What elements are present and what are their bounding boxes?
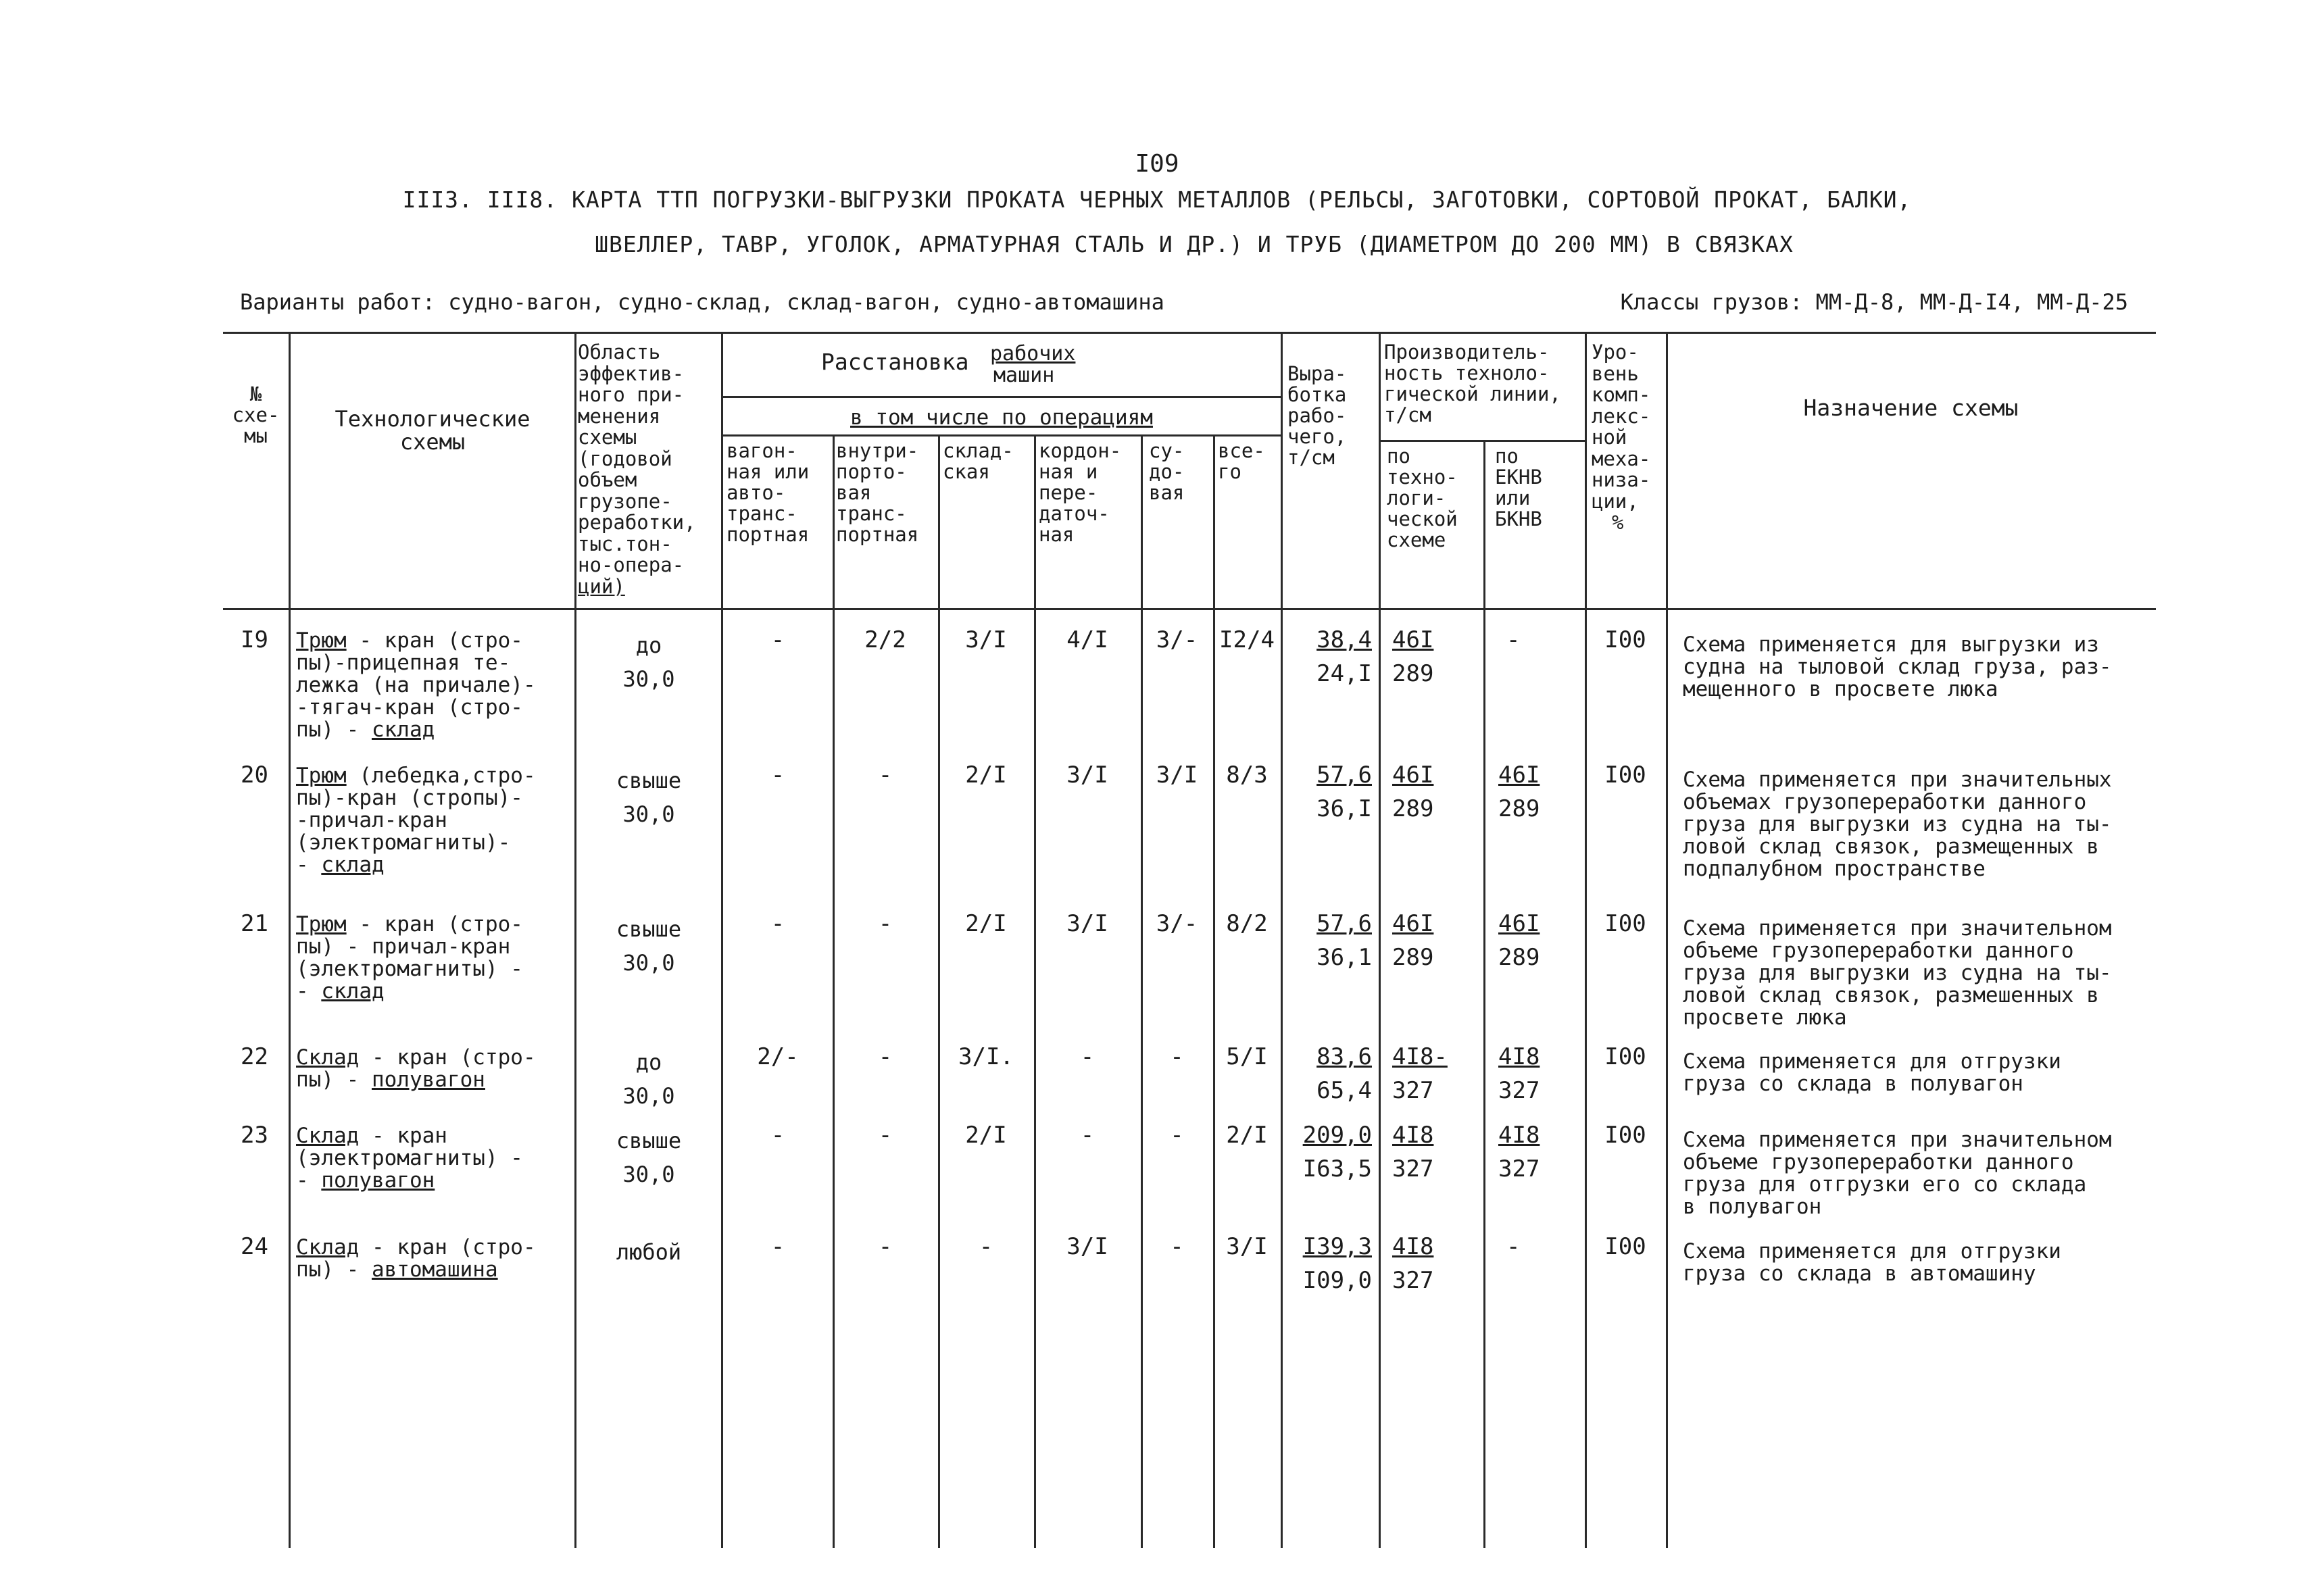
- scheme-purpose-line: судна на тыловой склад груза, раз-: [1683, 655, 2112, 679]
- tech-scheme-line: Склад - кран: [296, 1124, 447, 1148]
- productivity-by-eknv: [1498, 628, 1573, 651]
- productivity-bottom: 289: [1392, 795, 1434, 822]
- tech-scheme-line: пы) - автомашина: [296, 1257, 498, 1282]
- application-area: [578, 1235, 720, 1269]
- scheme-purpose: [1683, 918, 2156, 1029]
- tech-scheme: [296, 1237, 574, 1281]
- application-area-line: свыше: [616, 916, 682, 942]
- worker-output: [1281, 912, 1372, 969]
- tech-scheme-line: пы) - склад: [296, 718, 435, 742]
- header-inner-port: внутри- порто- вая транс- портная: [836, 439, 919, 546]
- machines-cordon: 4/I: [1066, 626, 1108, 653]
- scheme-purpose-line: груза для выгрузки из судна на ты-: [1683, 812, 2112, 837]
- tech-scheme-line: -тягач-кран (стро-: [296, 695, 523, 720]
- scheme-purpose: [1683, 1129, 2156, 1218]
- machines-total: 8/2: [1226, 910, 1268, 937]
- tech-scheme-line: пы) - причал-кран: [296, 934, 511, 959]
- tech-scheme-line: (электромагниты) -: [296, 957, 523, 981]
- productivity-by-eknv: [1498, 1124, 1573, 1180]
- mechanization-level: I00: [1604, 1122, 1646, 1149]
- machines-ship: -: [1170, 1043, 1184, 1070]
- eknv-top: 4I8: [1498, 1122, 1540, 1149]
- tech-scheme: [296, 1125, 574, 1192]
- worker-output-top: 209,0: [1302, 1122, 1372, 1149]
- scheme-number: 24: [241, 1233, 268, 1260]
- machines-wagon: -: [770, 910, 785, 937]
- machines-ship: 3/-: [1156, 626, 1198, 653]
- tech-scheme-line: лежка (на причале)-: [296, 673, 536, 697]
- header-warehouse: склад- ская: [943, 439, 1014, 483]
- machines-inner: -: [878, 1043, 893, 1070]
- machines-wagon: -: [770, 762, 785, 789]
- worker-output-top: 38,4: [1316, 626, 1372, 653]
- eknv-bottom: 289: [1498, 795, 1540, 822]
- productivity-by-eknv: [1498, 1235, 1573, 1258]
- application-area-line: 30,0: [622, 801, 675, 827]
- productivity-by-scheme: [1392, 1235, 1467, 1292]
- application-area: [578, 1124, 720, 1191]
- machines-wagon: -: [770, 1233, 785, 1260]
- header-application-area: Область эффектив- ного при- менения схемы (годовой объем грузопе- реработки, тыс.тон- но-опера- ций): [578, 341, 696, 598]
- scheme-purpose-line: Схема применяется при значительном: [1683, 916, 2112, 941]
- productivity-bottom: 289: [1392, 660, 1434, 687]
- title-line-1: III3. III8. КАРТА ТТП ПОГРУЗКИ-ВЫГРУЗКИ ПРОКАТА ЧЕРНЫХ МЕТАЛЛОВ (РЕЛЬСЫ, ЗАГОТОВКИ, СОРТОВОЙ ПРОКАТ, БАЛКИ,: [402, 186, 1912, 213]
- header-placement-workers: рабочих: [990, 342, 1076, 366]
- tech-scheme-line: (электромагниты)-: [296, 830, 511, 855]
- machines-ship: 3/I: [1156, 762, 1198, 789]
- worker-output-bottom: 36,1: [1316, 944, 1372, 971]
- header-cordon: кордон- ная и пере- даточ- ная: [1039, 439, 1122, 546]
- productivity-bottom: 327: [1392, 1267, 1434, 1294]
- scheme-purpose-line: подпалубном пространстве: [1683, 857, 1986, 881]
- mechanization-level: I00: [1604, 910, 1646, 937]
- scheme-purpose-line: груза для выгрузки из судна на ты-: [1683, 961, 2112, 985]
- machines-warehouse: 3/I.: [958, 1043, 1014, 1070]
- machines-warehouse: -: [979, 1233, 993, 1260]
- header-ship: су- до- вая: [1149, 439, 1185, 504]
- tech-scheme: [296, 630, 574, 741]
- productivity-top: 4I8: [1392, 1122, 1434, 1149]
- scheme-number: 20: [241, 762, 268, 789]
- productivity-top: 46I: [1392, 626, 1434, 653]
- application-area-line: 30,0: [622, 950, 675, 976]
- tech-scheme: [296, 765, 574, 876]
- productivity-by-eknv: [1498, 912, 1573, 969]
- tech-scheme-line: Трюм - кран (стро-: [296, 912, 523, 937]
- tech-scheme-line: -причал-кран: [296, 808, 447, 832]
- scheme-number: 23: [241, 1122, 268, 1149]
- eknv-top: 4I8: [1498, 1043, 1540, 1070]
- tech-scheme-line: - полувагон: [296, 1168, 435, 1193]
- productivity-by-scheme: [1392, 912, 1467, 969]
- eknv-top: 46I: [1498, 910, 1540, 937]
- scheme-purpose-line: Схема применяется при значительных: [1683, 768, 2112, 792]
- eknv-top: -: [1506, 1233, 1521, 1260]
- worker-output: [1281, 764, 1372, 820]
- worker-output: [1281, 628, 1372, 685]
- mechanization-level: I00: [1604, 626, 1646, 653]
- productivity-by-scheme: [1392, 764, 1467, 820]
- worker-output-bottom: I09,0: [1302, 1267, 1372, 1294]
- tech-scheme-line: Склад - кран (стро-: [296, 1045, 536, 1070]
- scheme-purpose-line: объеме грузопереработки данного: [1683, 939, 2074, 963]
- header-line-productivity: Производитель- ность техноло- гической линии, т/см: [1384, 341, 1561, 426]
- application-area-line: 30,0: [622, 1083, 675, 1109]
- worker-output-bottom: 65,4: [1316, 1077, 1372, 1104]
- application-area: [578, 764, 720, 831]
- scheme-number: 21: [241, 910, 268, 937]
- tech-scheme-line: (электромагниты) -: [296, 1146, 523, 1170]
- machines-total: I2/4: [1219, 626, 1275, 653]
- machines-total: 3/I: [1226, 1233, 1268, 1260]
- scheme-purpose-line: объемах грузопереработки данного: [1683, 790, 2087, 814]
- header-placement: Расстановка: [821, 349, 969, 375]
- application-area-line: 30,0: [622, 666, 675, 692]
- machines-inner: -: [878, 1233, 893, 1260]
- productivity-by-eknv: [1498, 1045, 1573, 1102]
- machines-inner: -: [878, 910, 893, 937]
- application-area-line: свыше: [616, 1128, 682, 1153]
- header-including-operations: в том числе по операциям: [850, 405, 1153, 430]
- scheme-purpose-line: мещенного в просвете люка: [1683, 677, 1998, 701]
- machines-total: 8/3: [1226, 762, 1268, 789]
- scheme-purpose-line: в полувагон: [1683, 1195, 1822, 1219]
- scheme-purpose-line: Схема применяется при значительном: [1683, 1128, 2112, 1152]
- scheme-purpose: [1683, 634, 2156, 701]
- application-area-line: 30,0: [622, 1162, 675, 1187]
- machines-wagon: 2/-: [757, 1043, 799, 1070]
- machines-warehouse: 2/I: [965, 910, 1007, 937]
- header-scheme-purpose: Назначение схемы: [1803, 395, 2019, 421]
- scheme-purpose: [1683, 1051, 2156, 1095]
- header-tech-schemes: Технологические схемы: [335, 406, 531, 455]
- machines-warehouse: 3/I: [965, 626, 1007, 653]
- machines-ship: 3/-: [1156, 910, 1198, 937]
- machines-cordon: -: [1080, 1122, 1095, 1149]
- scheme-purpose-line: Схема применяется для выгрузки из: [1683, 632, 2099, 657]
- application-area-line: любой: [616, 1239, 682, 1265]
- machines-inner: -: [878, 1122, 893, 1149]
- title-line-2: ШВЕЛЛЕР, ТАВР, УГОЛОК, АРМАТУРНАЯ СТАЛЬ И ДР.) И ТРУБ (ДИАМЕТРОМ ДО 200 ММ) В СВЯЗКАХ: [595, 231, 1794, 257]
- productivity-top: 4I8: [1392, 1233, 1434, 1260]
- tech-scheme-line: - склад: [296, 853, 385, 877]
- application-area-line: свыше: [616, 768, 682, 793]
- scheme-purpose-line: груза со склада в автомашину: [1683, 1262, 2036, 1286]
- productivity-top: 46I: [1392, 762, 1434, 789]
- scheme-purpose: [1683, 769, 2156, 880]
- productivity-by-scheme: [1392, 1045, 1467, 1102]
- header-prod-by-scheme: по техно- логи- ческой схеме: [1387, 445, 1458, 551]
- eknv-bottom: 327: [1498, 1155, 1540, 1182]
- application-area-line: до: [635, 632, 662, 658]
- tech-scheme-line: пы)-прицепная те-: [296, 651, 511, 675]
- productivity-by-scheme: [1392, 1124, 1467, 1180]
- scheme-purpose-line: Схема применяется для отгрузки: [1683, 1239, 2061, 1264]
- machines-total: 2/I: [1226, 1122, 1268, 1149]
- worker-output-bottom: I63,5: [1302, 1155, 1372, 1182]
- application-area: [578, 1045, 720, 1113]
- productivity-top: 46I: [1392, 910, 1434, 937]
- application-area: [578, 628, 720, 696]
- eknv-top: 46I: [1498, 762, 1540, 789]
- productivity-top: 4I8-: [1392, 1043, 1448, 1070]
- page-number: I09: [1135, 150, 1179, 178]
- machines-cordon: 3/I: [1066, 762, 1108, 789]
- scheme-purpose-line: ловой склад связок, размешенных в: [1683, 983, 2099, 1007]
- worker-output-top: I39,3: [1302, 1233, 1372, 1260]
- worker-output: [1281, 1045, 1372, 1102]
- machines-inner: 2/2: [864, 626, 906, 653]
- scheme-purpose-line: груза для отгрузки его со склада: [1683, 1172, 2087, 1197]
- cargo-classes: Классы грузов: ММ-Д-8, ММ-Д-I4, ММ-Д-25: [1620, 289, 2128, 315]
- scheme-number: I9: [241, 626, 268, 653]
- header-total: все- го: [1218, 439, 1265, 483]
- machines-warehouse: 2/I: [965, 1122, 1007, 1149]
- worker-output-bottom: 24,I: [1316, 660, 1372, 687]
- tech-scheme: [296, 1047, 574, 1091]
- scheme-purpose-line: объеме грузопереработки данного: [1683, 1150, 2074, 1174]
- productivity-bottom: 289: [1392, 944, 1434, 971]
- eknv-bottom: 327: [1498, 1077, 1540, 1104]
- header-mechanization-level: Уро- вень комп- лекс- ной меха- низа- ции, %: [1592, 341, 1651, 534]
- worker-output-top: 83,6: [1316, 1043, 1372, 1070]
- worker-output-top: 57,6: [1316, 910, 1372, 937]
- tech-scheme-line: Склад - кран (стро-: [296, 1235, 536, 1260]
- scheme-purpose: [1683, 1241, 2156, 1285]
- worker-output-bottom: 36,I: [1316, 795, 1372, 822]
- productivity-bottom: 327: [1392, 1077, 1434, 1104]
- worker-output: [1281, 1124, 1372, 1180]
- machines-ship: -: [1170, 1122, 1184, 1149]
- eknv-top: -: [1506, 626, 1521, 653]
- machines-wagon: -: [770, 626, 785, 653]
- machines-cordon: 3/I: [1066, 910, 1108, 937]
- machines-ship: -: [1170, 1233, 1184, 1260]
- productivity-by-eknv: [1498, 764, 1573, 820]
- work-variants: Варианты работ: судно-вагон, судно-склад, склад-вагон, судно-автомашина: [240, 289, 1164, 315]
- machines-inner: -: [878, 762, 893, 789]
- header-wagon-auto: вагон- ная или авто- транс- портная: [727, 439, 810, 546]
- machines-total: 5/I: [1226, 1043, 1268, 1070]
- machines-warehouse: 2/I: [965, 762, 1007, 789]
- scheme-purpose-line: груза со склада в полувагон: [1683, 1072, 2023, 1096]
- scheme-number: 22: [241, 1043, 268, 1070]
- header-worker-output: Выра- ботка рабо- чего, т/см: [1287, 362, 1347, 469]
- header-scheme-number: № схе- мы: [232, 382, 280, 447]
- machines-wagon: -: [770, 1122, 785, 1149]
- mechanization-level: I00: [1604, 762, 1646, 789]
- tech-scheme-line: Трюм - кран (стро-: [296, 628, 523, 653]
- tech-scheme-line: - склад: [296, 979, 385, 1003]
- header-placement-machines: машин: [993, 364, 1055, 387]
- tech-scheme-line: Трюм (лебедка,стро-: [296, 764, 536, 788]
- scheme-purpose-line: Схема применяется для отгрузки: [1683, 1049, 2061, 1074]
- productivity-by-scheme: [1392, 628, 1467, 685]
- worker-output-top: 57,6: [1316, 762, 1372, 789]
- tech-scheme-line: пы) - полувагон: [296, 1068, 485, 1092]
- mechanization-level: I00: [1604, 1233, 1646, 1260]
- tech-scheme: [296, 914, 574, 1003]
- header-prod-by-eknv: по ЕКНВ или БКНВ: [1495, 445, 1542, 530]
- productivity-bottom: 327: [1392, 1155, 1434, 1182]
- application-area: [578, 912, 720, 980]
- eknv-bottom: 289: [1498, 944, 1540, 971]
- machines-cordon: 3/I: [1066, 1233, 1108, 1260]
- tech-scheme-line: пы)-кран (стропы)-: [296, 786, 523, 810]
- mechanization-level: I00: [1604, 1043, 1646, 1070]
- machines-cordon: -: [1080, 1043, 1095, 1070]
- scheme-purpose-line: ловой склад связок, размещенных в: [1683, 834, 2099, 859]
- scheme-purpose-line: просвете люка: [1683, 1005, 1847, 1030]
- worker-output: [1281, 1235, 1372, 1292]
- application-area-line: до: [635, 1049, 662, 1075]
